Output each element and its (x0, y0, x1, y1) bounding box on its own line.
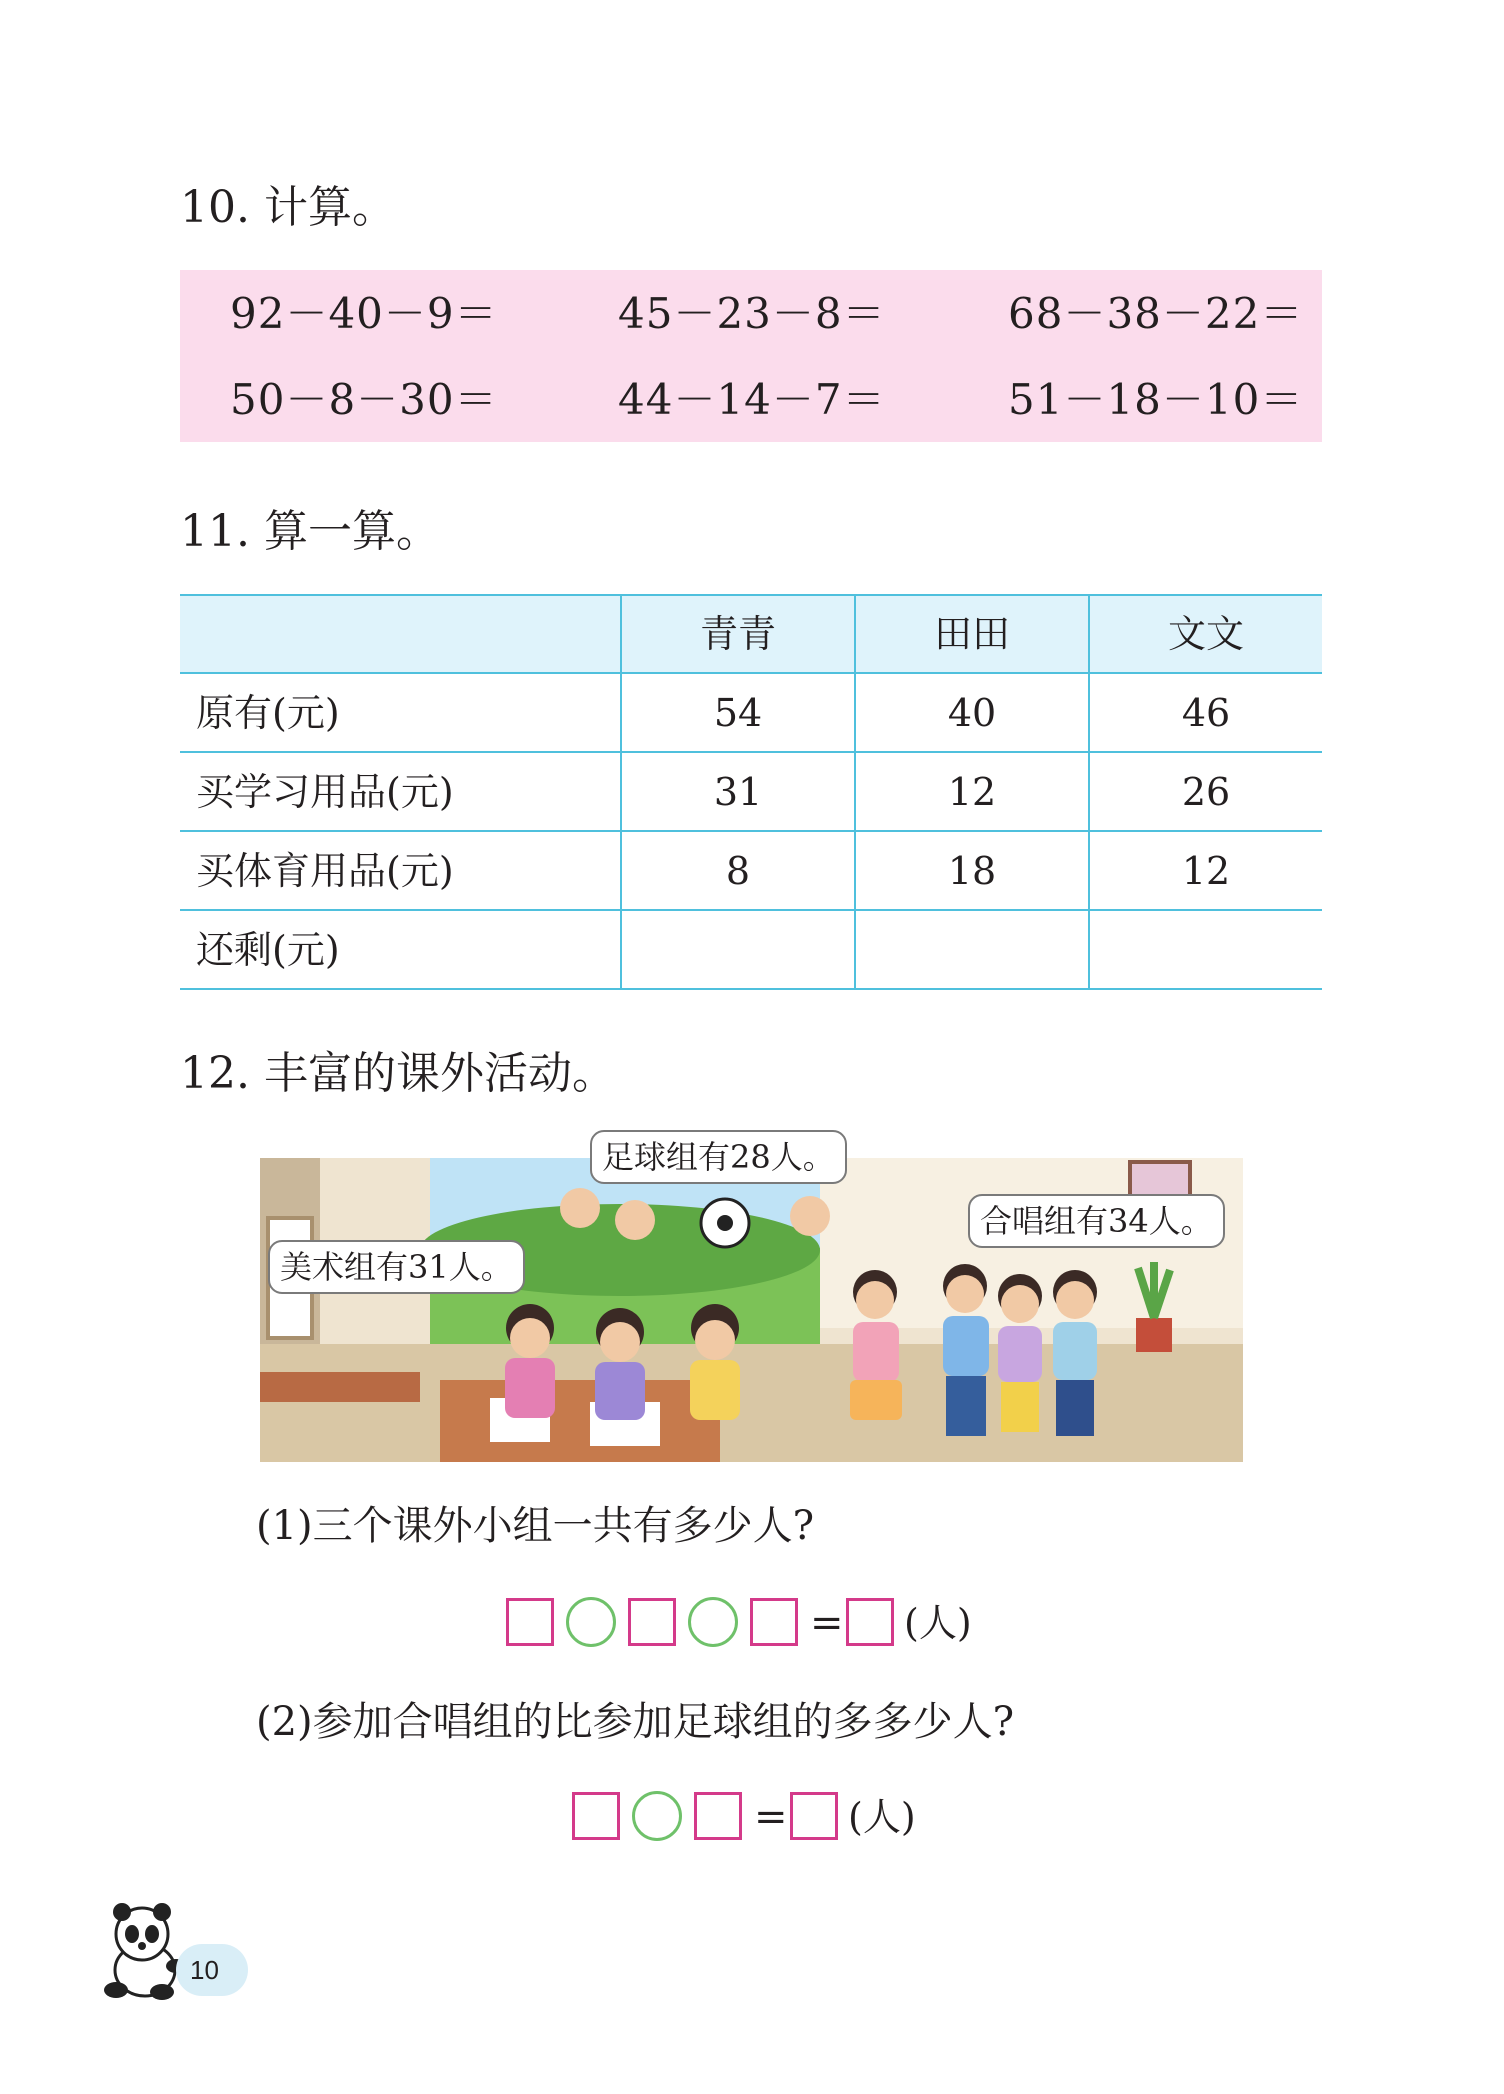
header-tiantian: 田田 (933, 612, 1010, 656)
speech-bubble-choir: 合唱组有34人。 (968, 1194, 1225, 1248)
q12-title: 12. 丰富的课外活动。 (180, 1048, 616, 1099)
row-label: 还剩(元) (196, 928, 340, 972)
table-cell: 46 (1181, 691, 1231, 735)
answer-box[interactable] (694, 1792, 742, 1840)
money-table (180, 594, 1322, 990)
expression: 68－38－22＝ (1008, 289, 1304, 338)
expression: 50－8－30＝ (230, 375, 498, 424)
table-cell: 31 (713, 770, 763, 814)
expression: 45－23－8＝ (618, 289, 886, 338)
q10-title: 10. 计算。 (180, 182, 396, 233)
operator-circle[interactable] (566, 1597, 616, 1647)
activity-illustration (260, 1158, 1243, 1462)
operator-circle[interactable] (688, 1597, 738, 1647)
unit-label: (人) (848, 1795, 916, 1839)
equals-sign: = (754, 1794, 788, 1840)
operator-circle[interactable] (632, 1791, 682, 1841)
answer-box[interactable] (628, 1598, 676, 1646)
answer-box[interactable] (506, 1598, 554, 1646)
calculation-box (180, 270, 1322, 442)
table-cell: 8 (725, 849, 751, 893)
row-label: 买体育用品(元) (196, 849, 454, 893)
table-cell: 18 (947, 849, 997, 893)
answer-cell[interactable] (622, 911, 854, 989)
table-cell: 40 (947, 691, 997, 735)
answer-box[interactable] (572, 1792, 620, 1840)
table-cell: 54 (713, 691, 763, 735)
answer-box[interactable] (750, 1598, 798, 1646)
page-number: 10 (190, 1955, 219, 1985)
speech-bubble-football-label: 足球组有28人。 (590, 1130, 847, 1184)
answer-box[interactable] (846, 1598, 894, 1646)
equals-sign: = (810, 1600, 844, 1646)
table-cell: 26 (1181, 770, 1231, 814)
table-cell: 12 (1181, 849, 1231, 893)
header-qingqing: 青青 (699, 612, 776, 656)
answer-cell[interactable] (1090, 911, 1322, 989)
row-label: 原有(元) (196, 691, 340, 735)
row-label: 买学习用品(元) (196, 770, 454, 814)
expression: 92－40－9＝ (230, 289, 498, 338)
expression: 44－14－7＝ (618, 375, 886, 424)
speech-bubble-art: 美术组有31人。 (268, 1240, 525, 1294)
expression: 51－18－10＝ (1008, 375, 1304, 424)
sub-question-1: (1)三个课外小组一共有多少人? (256, 1503, 815, 1549)
panda-icon (100, 1900, 190, 2000)
header-wenwen: 文文 (1167, 612, 1244, 656)
q11-title: 11. 算一算。 (180, 506, 440, 557)
answer-box[interactable] (790, 1792, 838, 1840)
answer-cell[interactable] (856, 911, 1088, 989)
sub-question-2: (2)参加合唱组的比参加足球组的多多少人? (256, 1699, 1015, 1745)
unit-label: (人) (904, 1601, 972, 1645)
table-cell: 12 (947, 770, 997, 814)
